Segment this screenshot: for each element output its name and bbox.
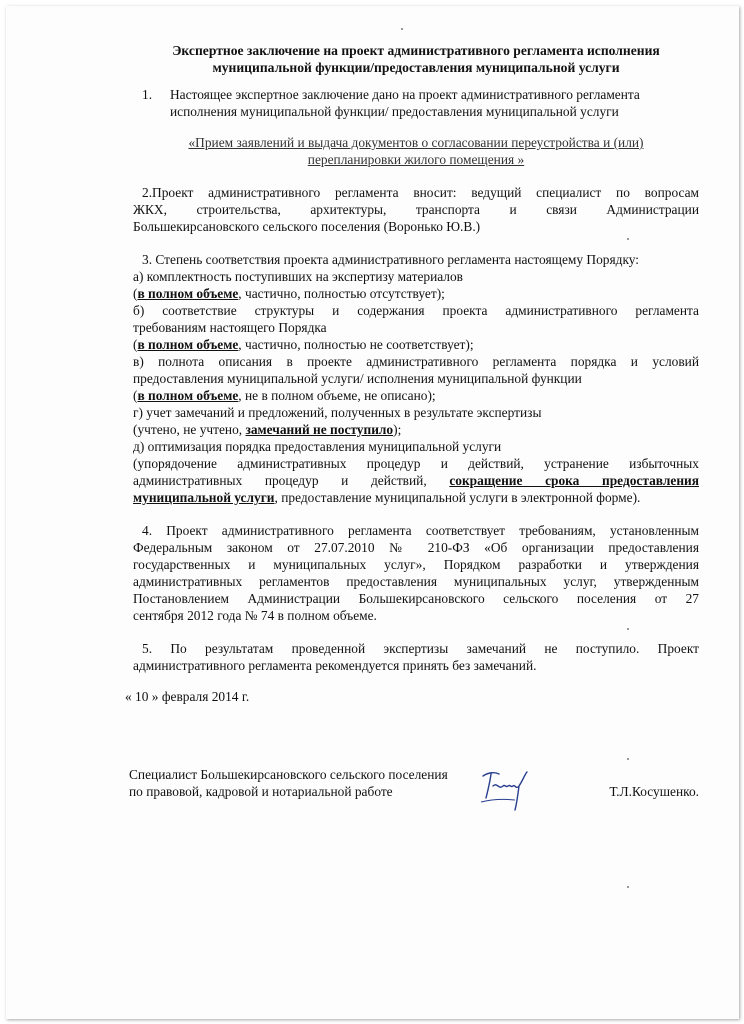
selected-option: муниципальной услуги (133, 490, 275, 505)
document-date: « 10 » февраля 2014 г. (125, 689, 250, 704)
section-3 (133, 251, 699, 506)
item-v-options: (в полном объеме, не в полном объеме, не описано); (133, 388, 436, 403)
item-g-options: (учтено, не учтено, замечаний не поступило); (133, 422, 402, 437)
section-1-line: исполнения муниципальной функции/ предоставления муниципальной услуги (170, 104, 619, 119)
section-4-line: 4. Проект административного регламента соответствует требованиям, установленным (142, 523, 699, 538)
selected-option: в полном объеме (137, 286, 239, 301)
section-4-line: административных регламентов предоставления муниципальных услуг, утвержденным (133, 574, 699, 589)
section-number: 1. (142, 87, 153, 102)
item-g: г) учет замечаний и предложений, полученных в результате экспертизы (133, 405, 542, 420)
item-b-options: (в полном объеме, частично, полностью не соответствует); (133, 337, 474, 352)
section-2-line: Большекирсановского сельского поселения (Воронько Ю.В.) (133, 219, 481, 234)
regulation-subject (133, 134, 699, 168)
signatory-name: Т.Л.Косушенко. (609, 784, 699, 799)
item-d: (упорядочение административных процедур и действий, устранение избыточных (133, 456, 699, 471)
section-1 (133, 86, 699, 120)
signatory-position: по правовой, кадровой и нотариальной работе (129, 784, 393, 799)
item-a-options: (в полном объеме, частично, полностью отсутствует); (133, 286, 445, 301)
item-v: в) полнота описания в проекте административного регламента порядка и условий (133, 354, 699, 369)
section-5-line: 5. По результатам проведенной экспертизы замечаний не поступило. Проект (142, 641, 699, 656)
section-4-line: Постановлением Администрации Большекирсановского сельского поселения от 27 (133, 591, 699, 606)
item-d-options: административных процедур и действий, сокращение срока предоставления (133, 473, 699, 488)
selected-option: в полном объеме (137, 388, 239, 403)
item-b: б) соответствие структуры и содержания проекта административного регламента (133, 303, 699, 318)
section-3-heading: 3. Степень соответствия проекта административного регламента настоящему Порядку: (142, 252, 640, 267)
subject-line: «Прием заявлений и выдача документов о согласовании переустройства и (или) (188, 135, 644, 150)
item-d-options: муниципальной услуги, предоставление муниципальной услуги в электронной форме). (133, 490, 641, 505)
handwritten-signature (479, 768, 539, 812)
signature-block (129, 766, 699, 800)
section-5-line: административного регламента рекомендуется принять без замечаний. (133, 658, 537, 673)
item-a: а) комплектность поступивших на экспертизу материалов (133, 269, 464, 284)
title-line: муниципальной функции/предоставления муниципальной услуги (212, 60, 620, 75)
section-2 (133, 184, 699, 235)
item-v: предоставления муниципальной услуги/ исполнения муниципальной функции (133, 371, 582, 386)
section-4 (133, 522, 699, 624)
scan-speck (627, 758, 629, 760)
signatory-position: Специалист Большекирсановского сельского поселения (129, 767, 448, 782)
title-line: Экспертное заключение на проект административного регламента исполнения (172, 43, 660, 58)
document-body (125, 42, 699, 705)
section-4-line: государственных и муниципальных услуг», Порядком разработки и утверждения (133, 557, 699, 572)
section-5 (133, 640, 699, 674)
scan-speck (401, 28, 403, 30)
section-4-line: Федеральным законом от 27.07.2010 № 210-ФЗ «Об организации предоставления (133, 540, 699, 555)
selected-option: в полном объеме (137, 337, 239, 352)
section-4-line: сентября 2012 года № 74 в полном объеме. (133, 608, 377, 623)
selected-option: сокращение срока предоставления (449, 473, 699, 488)
document-title (133, 42, 699, 76)
subject-line: перепланировки жилого помещения » (307, 152, 525, 167)
item-d: д) оптимизация порядка предоставления муниципальной услуги (133, 439, 502, 454)
selected-option: замечаний не поступило (245, 422, 394, 437)
section-2-line: ЖКХ, строительства, архитектуры, транспорта и связи Администрации (133, 202, 699, 217)
item-b: требованиям настоящего Порядка (133, 320, 327, 335)
section-2-line: 2.Проект административного регламента вносит: ведущий специалист по вопросам (142, 185, 699, 200)
section-1-line: Настоящее экспертное заключение дано на проект административного регламента (170, 87, 640, 102)
scan-speck (627, 886, 629, 888)
